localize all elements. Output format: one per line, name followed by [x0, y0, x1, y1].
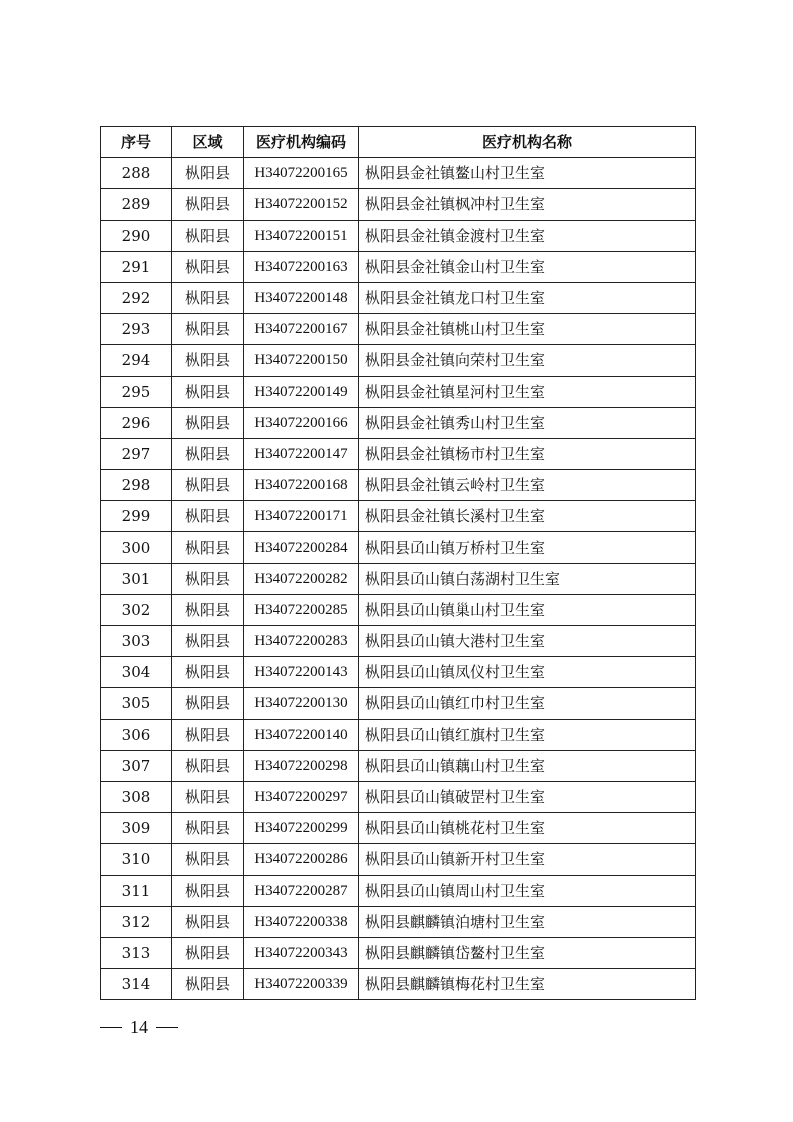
- table-row: [101, 688, 696, 719]
- cell-region: 枞阳县: [172, 501, 244, 532]
- table-row: [101, 937, 696, 968]
- table-row: [101, 906, 696, 937]
- cell-institution-name: 枞阳县金社镇向荣村卫生室: [359, 345, 696, 376]
- cell-region: 枞阳县: [172, 563, 244, 594]
- cell-region: 枞阳县: [172, 750, 244, 781]
- cell-serial-number: 288: [101, 158, 172, 189]
- table-row: [101, 626, 696, 657]
- cell-institution-name: 枞阳县金社镇秀山村卫生室: [359, 407, 696, 438]
- cell-serial-number: 303: [101, 626, 172, 657]
- cell-institution-name: 枞阳县麒麟镇岱鳌村卫生室: [359, 937, 696, 968]
- cell-institution-code: H34072200152: [244, 189, 359, 220]
- table-row: [101, 345, 696, 376]
- page-footer: [100, 1013, 178, 1041]
- cell-institution-name: 枞阳县麒麟镇梅花村卫生室: [359, 969, 696, 1000]
- cell-institution-code: H34072200163: [244, 251, 359, 282]
- cell-serial-number: 313: [101, 937, 172, 968]
- cell-serial-number: 296: [101, 407, 172, 438]
- cell-serial-number: 311: [101, 875, 172, 906]
- table-row: [101, 158, 696, 189]
- cell-institution-name: 枞阳县金社镇杨市村卫生室: [359, 438, 696, 469]
- table-row: [101, 251, 696, 282]
- cell-region: 枞阳县: [172, 438, 244, 469]
- table-row: [101, 719, 696, 750]
- cell-serial-number: 309: [101, 813, 172, 844]
- cell-institution-code: H34072200148: [244, 282, 359, 313]
- cell-institution-name: 枞阳县麒麟镇泊塘村卫生室: [359, 906, 696, 937]
- cell-institution-code: H34072200284: [244, 532, 359, 563]
- header-region: 区域: [172, 127, 244, 158]
- table-row: [101, 781, 696, 812]
- header-serial-number: 序号: [101, 127, 172, 158]
- cell-institution-name: 枞阳县𠙶山镇凤仪村卫生室: [359, 657, 696, 688]
- cell-institution-code: H34072200171: [244, 501, 359, 532]
- cell-institution-code: H34072200167: [244, 314, 359, 345]
- cell-institution-name: 枞阳县𠙶山镇大港村卫生室: [359, 626, 696, 657]
- cell-institution-name: 枞阳县𠙶山镇新开村卫生室: [359, 844, 696, 875]
- cell-region: 枞阳县: [172, 470, 244, 501]
- cell-serial-number: 289: [101, 189, 172, 220]
- cell-region: 枞阳县: [172, 844, 244, 875]
- cell-serial-number: 295: [101, 376, 172, 407]
- table-row: [101, 407, 696, 438]
- cell-region: 枞阳县: [172, 345, 244, 376]
- cell-region: 枞阳县: [172, 314, 244, 345]
- cell-institution-code: H34072200166: [244, 407, 359, 438]
- cell-region: 枞阳县: [172, 719, 244, 750]
- cell-serial-number: 293: [101, 314, 172, 345]
- table-row: [101, 594, 696, 625]
- cell-serial-number: 299: [101, 501, 172, 532]
- cell-region: 枞阳县: [172, 594, 244, 625]
- cell-serial-number: 300: [101, 532, 172, 563]
- cell-region: 枞阳县: [172, 532, 244, 563]
- cell-serial-number: 302: [101, 594, 172, 625]
- cell-serial-number: 308: [101, 781, 172, 812]
- cell-serial-number: 291: [101, 251, 172, 282]
- footer-dash-left: [100, 1027, 122, 1028]
- cell-institution-code: H34072200147: [244, 438, 359, 469]
- cell-institution-name: 枞阳县金社镇龙口村卫生室: [359, 282, 696, 313]
- table-row: [101, 750, 696, 781]
- cell-institution-name: 枞阳县𠙶山镇周山村卫生室: [359, 875, 696, 906]
- cell-institution-code: H34072200283: [244, 626, 359, 657]
- cell-institution-code: H34072200143: [244, 657, 359, 688]
- cell-region: 枞阳县: [172, 220, 244, 251]
- cell-institution-code: H34072200282: [244, 563, 359, 594]
- cell-institution-name: 枞阳县金社镇星河村卫生室: [359, 376, 696, 407]
- cell-region: 枞阳县: [172, 657, 244, 688]
- cell-serial-number: 301: [101, 563, 172, 594]
- cell-institution-code: H34072200165: [244, 158, 359, 189]
- table-row: [101, 969, 696, 1000]
- cell-institution-name: 枞阳县𠙶山镇破罡村卫生室: [359, 781, 696, 812]
- cell-institution-code: H34072200168: [244, 470, 359, 501]
- cell-serial-number: 297: [101, 438, 172, 469]
- cell-region: 枞阳县: [172, 189, 244, 220]
- table-header-row: [101, 127, 696, 158]
- table-row: [101, 844, 696, 875]
- cell-institution-name: 枞阳县金社镇桃山村卫生室: [359, 314, 696, 345]
- table-row: [101, 189, 696, 220]
- cell-serial-number: 304: [101, 657, 172, 688]
- cell-institution-code: H34072200287: [244, 875, 359, 906]
- cell-region: 枞阳县: [172, 781, 244, 812]
- table-row: [101, 875, 696, 906]
- table-row: [101, 532, 696, 563]
- cell-serial-number: 310: [101, 844, 172, 875]
- cell-region: 枞阳县: [172, 626, 244, 657]
- cell-region: 枞阳县: [172, 251, 244, 282]
- cell-serial-number: 298: [101, 470, 172, 501]
- cell-region: 枞阳县: [172, 813, 244, 844]
- cell-institution-code: H34072200297: [244, 781, 359, 812]
- table-row: [101, 813, 696, 844]
- cell-institution-code: H34072200149: [244, 376, 359, 407]
- cell-institution-code: H34072200140: [244, 719, 359, 750]
- cell-institution-name: 枞阳县金社镇长溪村卫生室: [359, 501, 696, 532]
- cell-institution-name: 枞阳县𠙶山镇万桥村卫生室: [359, 532, 696, 563]
- table-row: [101, 501, 696, 532]
- table-row: [101, 563, 696, 594]
- cell-region: 枞阳县: [172, 875, 244, 906]
- cell-institution-code: H34072200150: [244, 345, 359, 376]
- footer-dash-right: [156, 1027, 178, 1028]
- cell-region: 枞阳县: [172, 158, 244, 189]
- header-institution-code: 医疗机构编码: [244, 127, 359, 158]
- table-body: [101, 158, 696, 1000]
- cell-region: 枞阳县: [172, 376, 244, 407]
- table-row: [101, 657, 696, 688]
- cell-institution-name: 枞阳县金社镇鳌山村卫生室: [359, 158, 696, 189]
- table-row: [101, 470, 696, 501]
- cell-institution-code: H34072200338: [244, 906, 359, 937]
- cell-institution-name: 枞阳县金社镇金渡村卫生室: [359, 220, 696, 251]
- cell-serial-number: 290: [101, 220, 172, 251]
- cell-serial-number: 307: [101, 750, 172, 781]
- table-row: [101, 220, 696, 251]
- cell-institution-code: H34072200130: [244, 688, 359, 719]
- table-row: [101, 438, 696, 469]
- cell-institution-code: H34072200285: [244, 594, 359, 625]
- cell-institution-code: H34072200151: [244, 220, 359, 251]
- table-row: [101, 282, 696, 313]
- cell-serial-number: 312: [101, 906, 172, 937]
- cell-institution-code: H34072200286: [244, 844, 359, 875]
- cell-institution-name: 枞阳县𠙶山镇桃花村卫生室: [359, 813, 696, 844]
- cell-institution-code: H34072200299: [244, 813, 359, 844]
- cell-region: 枞阳县: [172, 407, 244, 438]
- table-row: [101, 314, 696, 345]
- page-number: 14: [130, 1017, 148, 1037]
- cell-serial-number: 292: [101, 282, 172, 313]
- cell-serial-number: 306: [101, 719, 172, 750]
- cell-serial-number: 314: [101, 969, 172, 1000]
- header-institution-name: 医疗机构名称: [359, 127, 696, 158]
- cell-institution-name: 枞阳县金社镇云岭村卫生室: [359, 470, 696, 501]
- cell-institution-name: 枞阳县金社镇枫冲村卫生室: [359, 189, 696, 220]
- cell-institution-name: 枞阳县𠙶山镇巢山村卫生室: [359, 594, 696, 625]
- cell-institution-name: 枞阳县金社镇金山村卫生室: [359, 251, 696, 282]
- cell-region: 枞阳县: [172, 688, 244, 719]
- cell-region: 枞阳县: [172, 906, 244, 937]
- cell-institution-name: 枞阳县𠙶山镇红巾村卫生室: [359, 688, 696, 719]
- cell-institution-name: 枞阳县𠙶山镇红旗村卫生室: [359, 719, 696, 750]
- medical-institution-table: [100, 126, 696, 1000]
- cell-institution-code: H34072200298: [244, 750, 359, 781]
- cell-region: 枞阳县: [172, 937, 244, 968]
- table-row: [101, 376, 696, 407]
- cell-institution-name: 枞阳县𠙶山镇白荡湖村卫生室: [359, 563, 696, 594]
- cell-serial-number: 305: [101, 688, 172, 719]
- cell-institution-code: H34072200339: [244, 969, 359, 1000]
- cell-institution-name: 枞阳县𠙶山镇藕山村卫生室: [359, 750, 696, 781]
- cell-institution-code: H34072200343: [244, 937, 359, 968]
- cell-serial-number: 294: [101, 345, 172, 376]
- cell-region: 枞阳县: [172, 969, 244, 1000]
- cell-region: 枞阳县: [172, 282, 244, 313]
